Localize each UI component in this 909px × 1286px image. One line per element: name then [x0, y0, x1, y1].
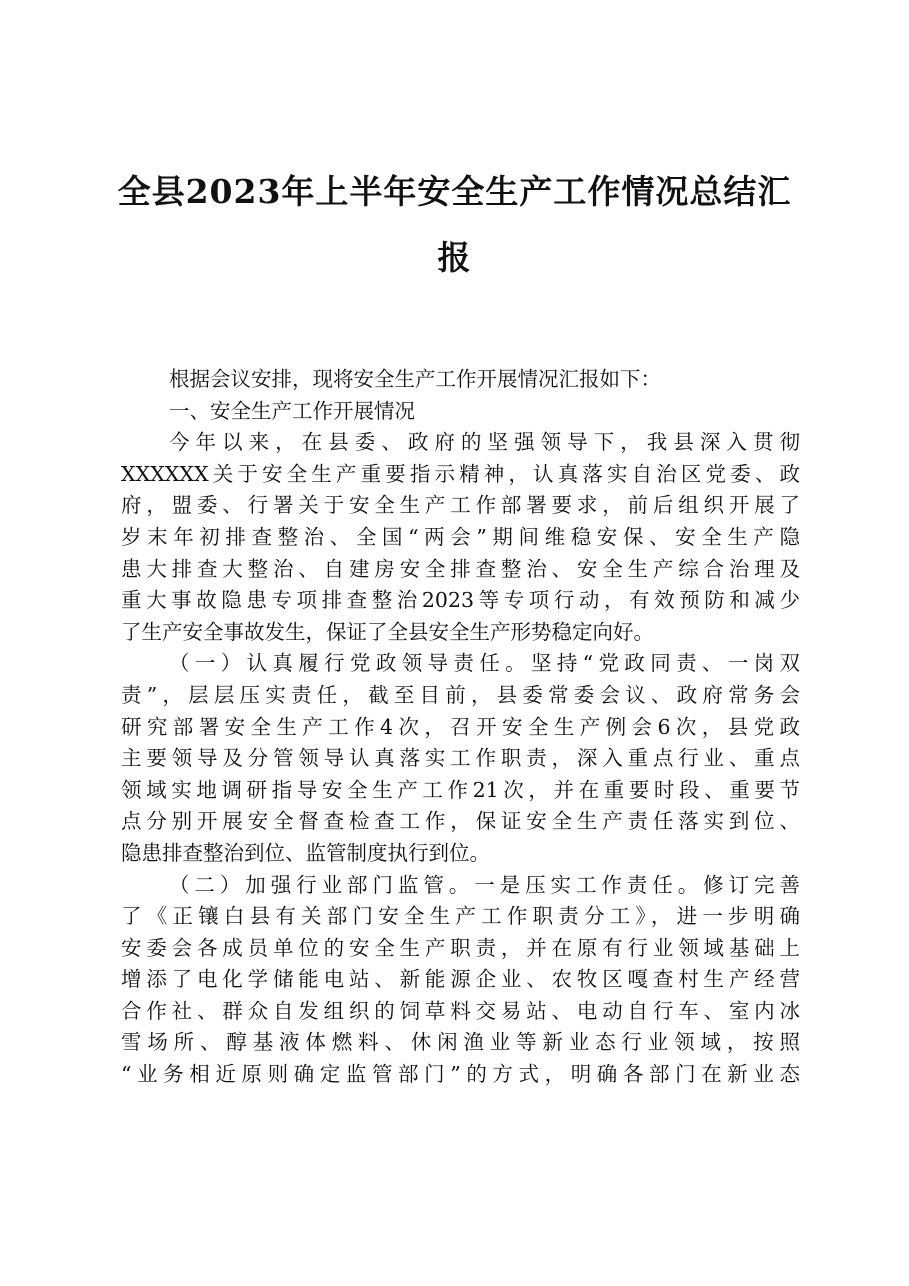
- paragraph-3-line: 雪场所、醇基液体燃料、休闲渔业等新业态行业领域，按照: [121, 1030, 800, 1055]
- paragraph-2-line: 主要领导及分管领导认真落实工作职责，深入重点行业、重点: [121, 746, 800, 771]
- paragraph-2-line: 领域实地调研指导安全生产工作21次，并在重要时段、重要节: [121, 777, 800, 802]
- paragraph-1-line: XXXXXX关于安全生产重要指示精神，认真落实自治区党委、政: [121, 461, 800, 486]
- document-title-line-1: 全县2023年上半年安全生产工作情况总结汇: [117, 172, 792, 211]
- paragraph-3-line: 安委会各成员单位的安全生产职责，并在原有行业领域基础上: [121, 935, 800, 960]
- paragraph-3-line: 了《正镶白县有关部门安全生产工作职责分工》，进一步明确: [121, 904, 800, 929]
- paragraph-3-line: （二）加强行业部门监管。一是压实工作责任。修订完善: [169, 872, 800, 897]
- paragraph-1-line: 重大事故隐患专项排查整治2023等专项行动，有效预防和减少: [121, 588, 800, 613]
- paragraph-2-line: 隐患排查整治到位、监管制度执行到位。: [121, 840, 490, 865]
- paragraph-1-line: 岁末年初排查整治、全国“两会”期间维稳安保、安全生产隐: [121, 524, 800, 549]
- paragraph-2-line: （一）认真履行党政领导责任。坚持“党政同责、一岗双: [169, 651, 800, 676]
- paragraph-1-line: 患大排查大整治、自建房安全排查整治、安全生产综合治理及: [121, 556, 800, 581]
- paragraph-2-line: 责”，层层压实责任，截至目前，县委常委会议、政府常务会: [121, 682, 800, 707]
- paragraph-2-line: 研究部署安全生产工作4次，召开安全生产例会6次，县党政: [121, 714, 800, 739]
- paragraph-3-line: 增添了电化学储能电站、新能源企业、农牧区嘎查村生产经营: [121, 967, 800, 992]
- intro-paragraph: 根据会议安排，现将安全生产工作开展情况汇报如下：: [169, 367, 661, 391]
- section-heading: 一、安全生产工作开展情况: [169, 398, 415, 423]
- paragraph-2-line: 点分别开展安全督查检查工作，保证安全生产责任落实到位、: [121, 809, 800, 834]
- paragraph-1-line: 了生产安全事故发生，保证了全县安全生产形势稳定向好。: [121, 619, 654, 644]
- paragraph-3-line: “业务相近原则确定监管部门”的方式，明确各部门在新业态: [121, 1062, 800, 1087]
- document-title-line-2: 报: [437, 238, 472, 277]
- paragraph-1-line: 府，盟委、行署关于安全生产工作部署要求，前后组织开展了: [121, 493, 800, 518]
- document-body: [121, 364, 800, 1091]
- paragraph-3-line: 合作社、群众自发组织的饲草料交易站、电动自行车、室内冰: [121, 998, 800, 1023]
- paragraph-1-line: 今年以来，在县委、政府的坚强领导下，我县深入贯彻: [169, 430, 800, 455]
